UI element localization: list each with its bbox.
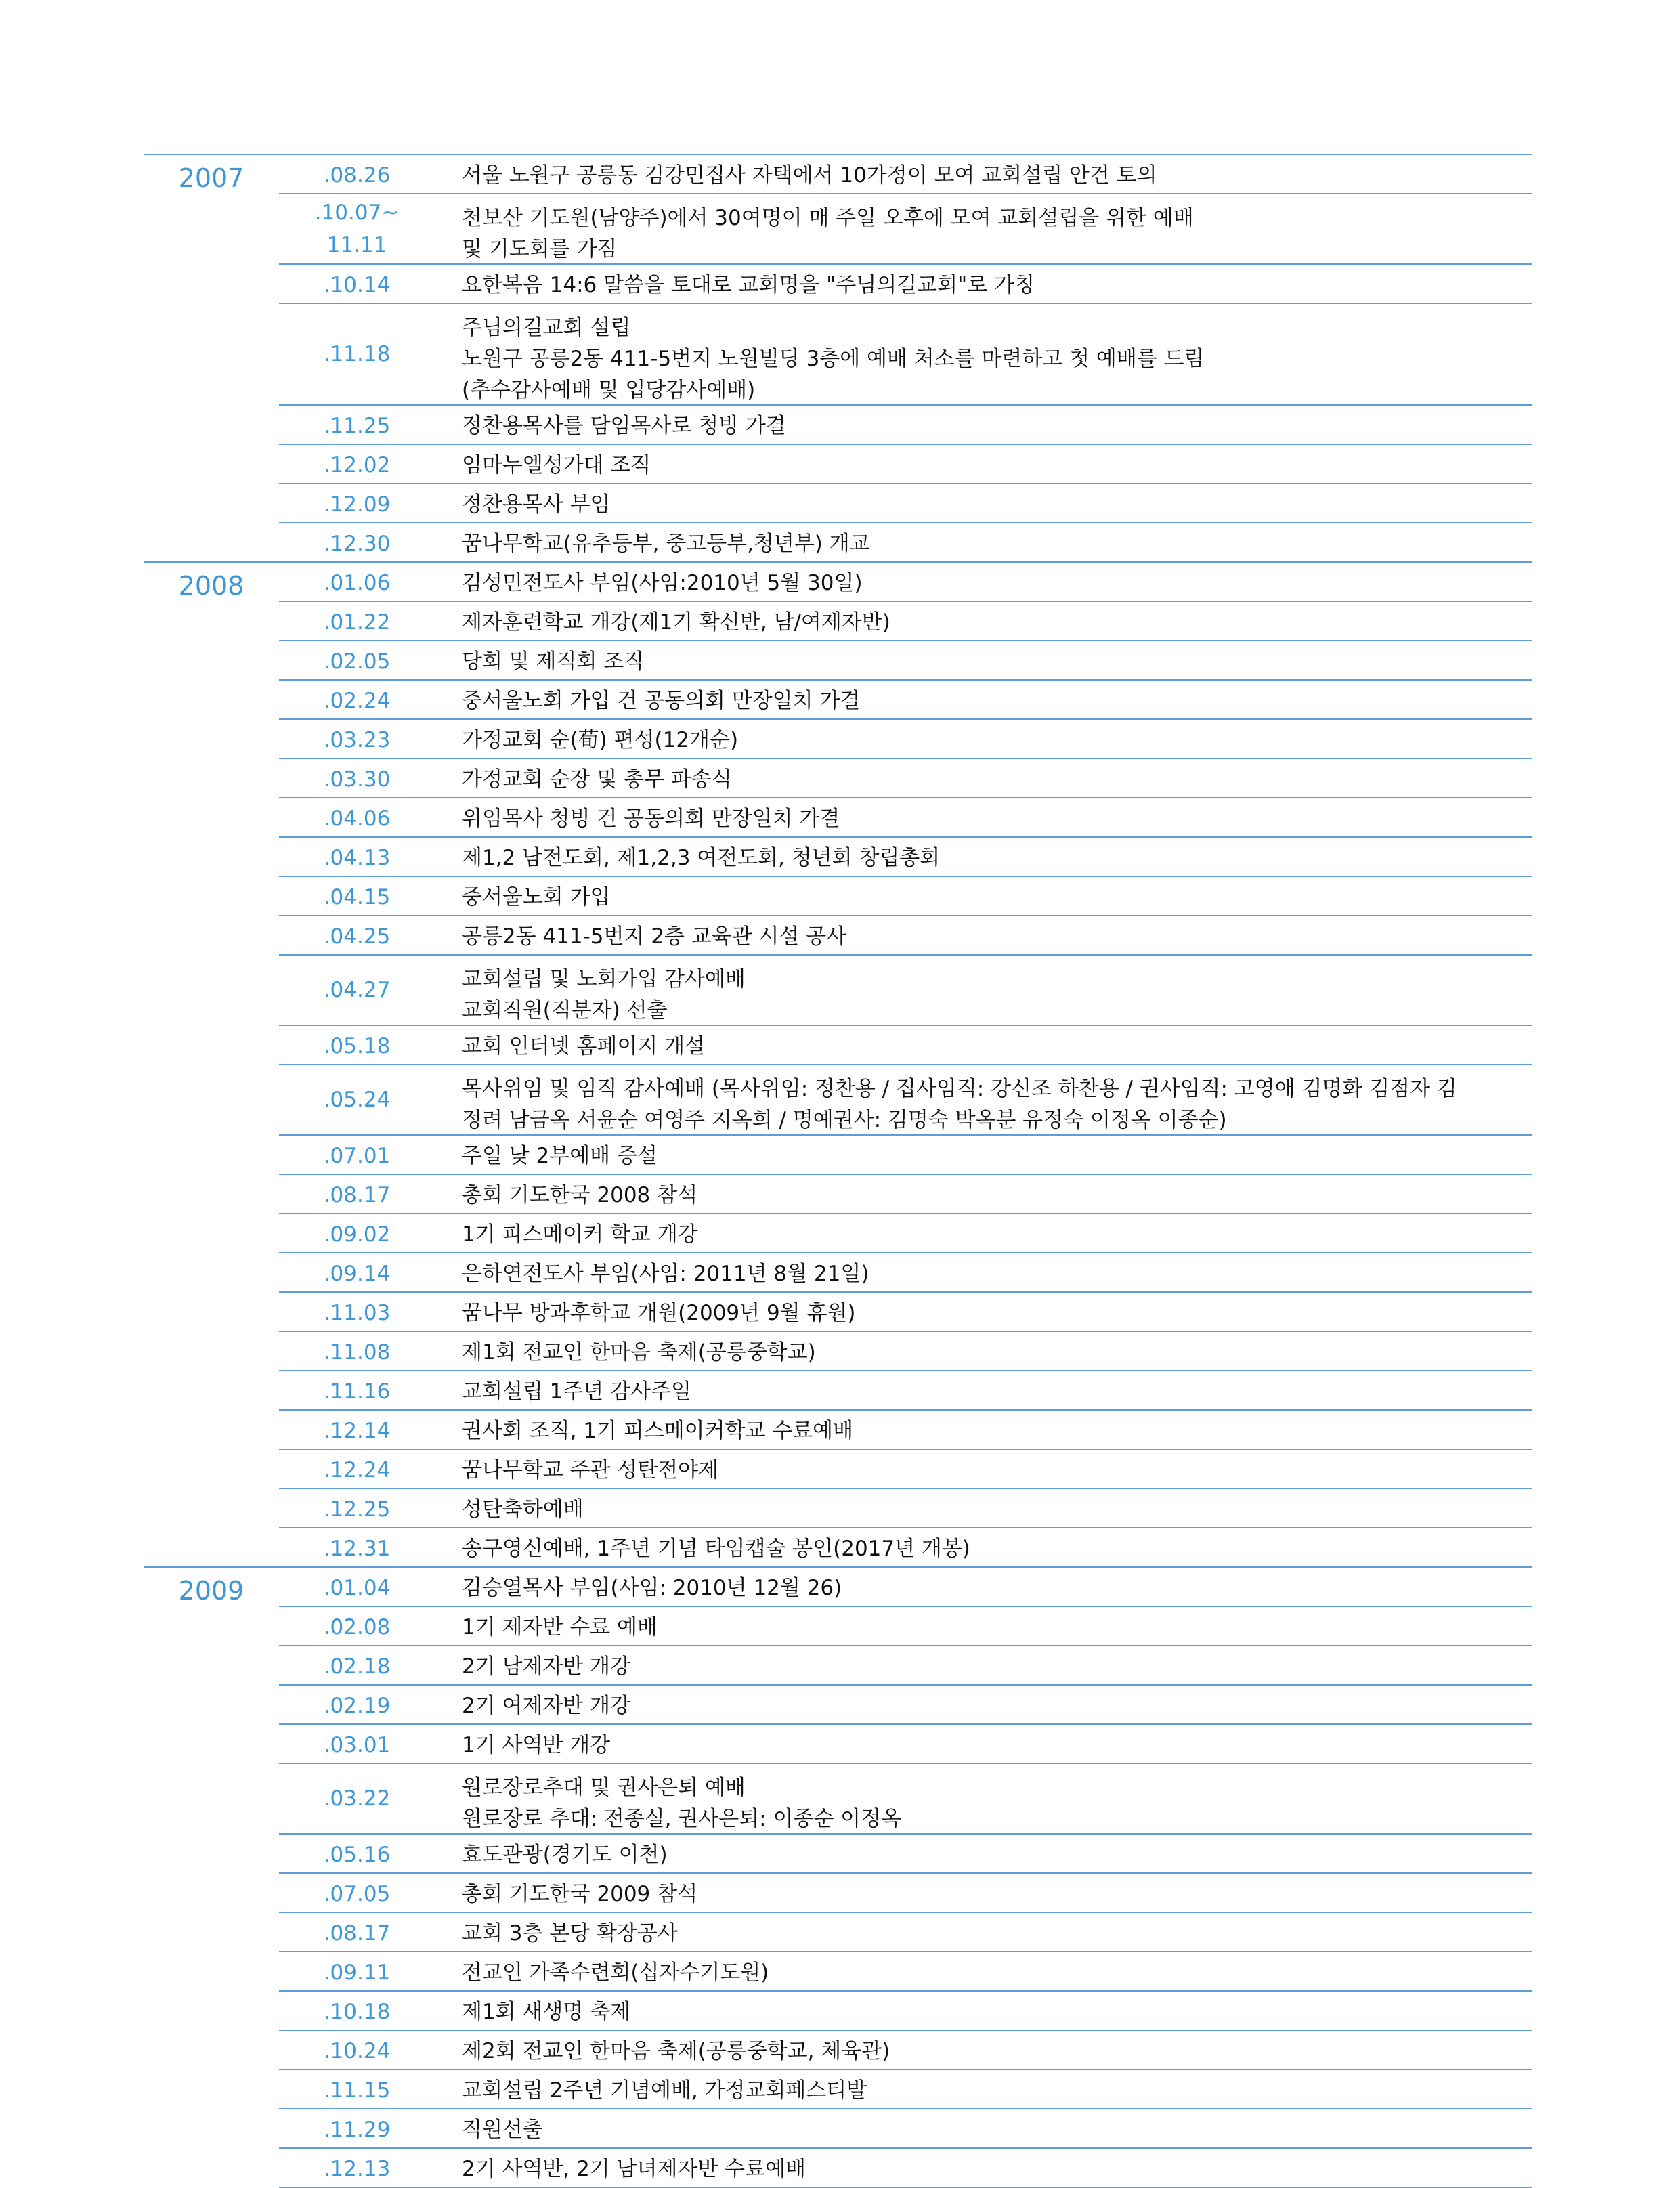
event-row	[279, 1291, 1532, 1331]
event-date: .11.08	[323, 1340, 391, 1365]
event-description: 목사위임 및 임직 감사예배 (목사위임: 정찬용 / 집사임직: 강신조 하찬용 / 권사임직: 고영애 김명화 김점자 김 정려 남금옥 서윤순 여영주 지옥희 / 명예권사: 김명숙 박옥분 유정숙 이정옥 이종순)	[462, 1077, 1457, 1132]
event-date: .11.18	[323, 342, 391, 366]
event-description: 가정교회 순(荀) 편성(12개순)	[462, 728, 739, 752]
event-row	[279, 1912, 1532, 1951]
event-description: 꿈나무학교(유추등부, 중고등부,청년부) 개교	[462, 532, 870, 556]
event-row	[279, 1566, 1532, 1606]
event-date: .04.13	[323, 846, 391, 870]
event-description: 주님의길교회 설립 노원구 공릉2동 411-5번지 노원빌딩 3층에 예배 처소를 마련하고 첫 예배를 드림 (추수감사예배 및 입당감사예배)	[462, 316, 1205, 402]
event-description: 제자훈련학교 개강(제1기 확신반, 남/여제자반)	[462, 610, 890, 635]
event-description: 은하연전도사 부임(사임: 2011년 8월 21일)	[462, 1262, 869, 1286]
event-row	[279, 679, 1532, 718]
event-row	[279, 1370, 1532, 1409]
year-divider	[144, 1566, 279, 1568]
event-date: .02.08	[323, 1615, 391, 1639]
event-date: .12.13	[323, 2157, 391, 2181]
event-row	[279, 303, 1532, 404]
event-description: 전교인 가족수련회(십자수기도원)	[462, 1960, 769, 1985]
event-date: .08.26	[323, 163, 391, 188]
event-row	[279, 193, 1532, 263]
event-row	[279, 483, 1532, 522]
event-row	[279, 915, 1532, 954]
church-history-timeline	[144, 154, 1532, 2188]
event-date: .07.01	[323, 1144, 391, 1168]
event-row	[279, 1645, 1532, 1684]
event-date: .12.09	[323, 492, 391, 517]
event-description: 서울 노원구 공릉동 김강민집사 자택에서 10가정이 모여 교회설립 안건 토의	[462, 163, 1157, 188]
event-description: 당회 및 제직회 조직	[462, 649, 645, 674]
event-date: .05.24	[323, 1088, 391, 1112]
event-row	[279, 601, 1532, 640]
event-date: .12.31	[323, 1537, 391, 1561]
event-description: 1기 사역반 개강	[462, 1733, 611, 1757]
event-description: 제1,2 남전도회, 제1,2,3 여전도회, 청년회 창립총회	[462, 846, 941, 870]
year-label: 2008	[178, 571, 244, 601]
event-description: 교회설립 및 노회가입 감사예배 교회직원(직분자) 선출	[462, 967, 746, 1023]
year-group-2009	[144, 1566, 1532, 2187]
event-description: 원로장로추대 및 권사은퇴 예배 원로장로 추대: 전종실, 권사은퇴: 이종순 이정옥	[462, 1776, 901, 1831]
event-row	[279, 1488, 1532, 1527]
event-date: .02.24	[323, 689, 391, 713]
event-row	[279, 263, 1532, 303]
year-group-2008	[144, 561, 1532, 1566]
event-date: .05.18	[323, 1034, 391, 1058]
event-row	[279, 1213, 1532, 1252]
event-row	[279, 1990, 1532, 2030]
year-divider	[144, 561, 279, 563]
event-description: 위임목사 청빙 건 공동의회 만장일치 가결	[462, 807, 840, 831]
event-row	[279, 2069, 1532, 2108]
event-row	[279, 1833, 1532, 1872]
event-date: .04.06	[323, 807, 391, 831]
event-description: 정찬용목사 부임	[462, 492, 611, 517]
event-date: .12.02	[323, 453, 391, 477]
event-row	[279, 1409, 1532, 1449]
event-row	[279, 1064, 1532, 1134]
event-date: .04.27	[323, 978, 391, 1002]
event-date: .12.25	[323, 1497, 391, 1522]
event-description: 꿈나무학교 주관 성탄전야제	[462, 1458, 719, 1482]
event-date: .01.06	[323, 571, 391, 595]
event-date: .11.03	[323, 1301, 391, 1325]
event-description: 송구영신예배, 1주년 기념 타임캡술 봉인(2017년 개봉)	[462, 1537, 970, 1561]
event-row	[279, 1449, 1532, 1488]
event-row	[279, 2108, 1532, 2147]
event-description: 효도관광(경기도 이천)	[462, 1843, 668, 1867]
event-description: 중서울노회 가입	[462, 885, 611, 909]
event-description: 제1회 새생명 축제	[462, 2000, 631, 2024]
event-description: 1기 제자반 수료 예배	[462, 1615, 658, 1639]
year-divider	[144, 154, 279, 155]
event-date: .07.05	[323, 1882, 391, 1906]
event-date: .08.17	[323, 1921, 391, 1946]
event-description: 1기 피스메이커 학교 개강	[462, 1222, 698, 1247]
event-row	[279, 2030, 1532, 2069]
event-date: .10.24	[323, 2039, 391, 2063]
event-description: 2기 여제자반 개강	[462, 1694, 631, 1718]
event-date: .11.15	[323, 2078, 391, 2103]
event-row	[279, 444, 1532, 483]
event-date: .11.25	[323, 414, 391, 438]
event-description: 천보산 기도원(남양주)에서 30여명이 매 주일 오후에 모여 교회설립을 위한 예배 및 기도회를 가짐	[462, 206, 1194, 261]
event-date: .09.11	[323, 1960, 391, 1985]
event-description: 교회설립 2주년 기념예배, 가정교회페스티발	[462, 2078, 867, 2103]
event-description: 성탄축하예배	[462, 1497, 584, 1522]
event-date: .04.25	[323, 924, 391, 949]
event-row	[279, 522, 1532, 561]
event-description: 임마누엘성가대 조직	[462, 453, 651, 477]
event-description: 교회 3층 본당 확장공사	[462, 1921, 678, 1946]
event-description: 정찬용목사를 담임목사로 청빙 가결	[462, 414, 786, 438]
event-date: .10.18	[323, 2000, 391, 2024]
event-description: 중서울노회 가입 건 공동의회 만장일치 가결	[462, 689, 861, 713]
event-row	[279, 154, 1532, 193]
event-date: .10.14	[323, 273, 391, 297]
event-description: 2기 남제자반 개강	[462, 1654, 631, 1679]
event-description: 김성민전도사 부임(사임:2010년 5월 30일)	[462, 571, 863, 595]
event-description: 교회설립 1주년 감사주일	[462, 1379, 691, 1404]
event-description: 공릉2동 411-5번지 2층 교육관 시설 공사	[462, 924, 847, 949]
event-row	[279, 1527, 1532, 1566]
event-row	[279, 1763, 1532, 1833]
event-row	[279, 876, 1532, 915]
event-date: .05.16	[323, 1843, 391, 1867]
event-description: 김승열목사 부임(사임: 2010년 12월 26)	[462, 1576, 842, 1600]
event-date: .12.24	[323, 1458, 391, 1482]
event-description: 제2회 전교인 한마음 축제(공릉중학교, 체육관)	[462, 2039, 890, 2063]
year-label: 2009	[178, 1576, 244, 1606]
event-date: .03.30	[323, 767, 391, 792]
event-row	[279, 797, 1532, 836]
event-date: .03.22	[323, 1786, 391, 1811]
event-description: 직원선출	[462, 2118, 543, 2142]
event-date: .03.23	[323, 728, 391, 752]
event-date: .12.14	[323, 1419, 391, 1443]
event-row	[279, 1951, 1532, 1990]
event-date: .11.29	[323, 2118, 391, 2142]
event-description: 요한복음 14:6 말씀을 토대로 교회명을 "주님의길교회"로 가칭	[462, 273, 1035, 297]
year-group-2007	[144, 154, 1532, 561]
event-date: .09.02	[323, 1222, 391, 1247]
event-row	[279, 561, 1532, 601]
event-date: .11.16	[323, 1379, 391, 1404]
event-description: 주일 낮 2부예배 증설	[462, 1144, 658, 1168]
event-description: 총회 기도한국 2008 참석	[462, 1183, 698, 1207]
year-label: 2007	[178, 163, 244, 193]
event-date: .03.01	[323, 1733, 391, 1757]
event-row	[279, 1606, 1532, 1645]
event-description: 제1회 전교인 한마음 축제(공릉중학교)	[462, 1340, 816, 1365]
event-row	[279, 1134, 1532, 1174]
event-description: 가정교회 순장 및 총무 파송식	[462, 767, 732, 792]
event-row	[279, 640, 1532, 679]
event-row	[279, 1252, 1532, 1291]
event-description: 권사회 조직, 1기 피스메이커학교 수료예배	[462, 1419, 854, 1443]
event-date: .01.22	[323, 610, 391, 635]
event-row	[279, 1025, 1532, 1064]
event-row	[279, 1331, 1532, 1370]
event-row	[279, 2147, 1532, 2187]
event-row	[279, 1684, 1532, 1723]
event-date: .09.14	[323, 1262, 391, 1286]
event-row	[279, 1872, 1532, 1912]
event-row	[279, 718, 1532, 758]
event-date: .04.15	[323, 885, 391, 909]
event-date: .02.18	[323, 1654, 391, 1679]
event-date: .02.19	[323, 1694, 391, 1718]
event-row	[279, 1723, 1532, 1763]
event-description: 꿈나무 방과후학교 개원(2009년 9월 휴원)	[462, 1301, 856, 1325]
event-date: .02.05	[323, 649, 391, 674]
event-description: 교회 인터넷 홈페이지 개설	[462, 1034, 705, 1058]
event-row	[279, 954, 1532, 1025]
event-description: 총회 기도한국 2009 참석	[462, 1882, 698, 1906]
event-row	[279, 404, 1532, 444]
event-date: .01.04	[323, 1576, 391, 1600]
event-date: .08.17	[323, 1183, 391, 1207]
event-row	[279, 758, 1532, 797]
event-date: .12.30	[323, 532, 391, 556]
event-description: 2기 사역반, 2기 남녀제자반 수료예배	[462, 2157, 806, 2181]
event-date: .10.07~ 11.11	[314, 200, 400, 257]
event-row	[279, 1174, 1532, 1213]
event-row	[279, 836, 1532, 876]
